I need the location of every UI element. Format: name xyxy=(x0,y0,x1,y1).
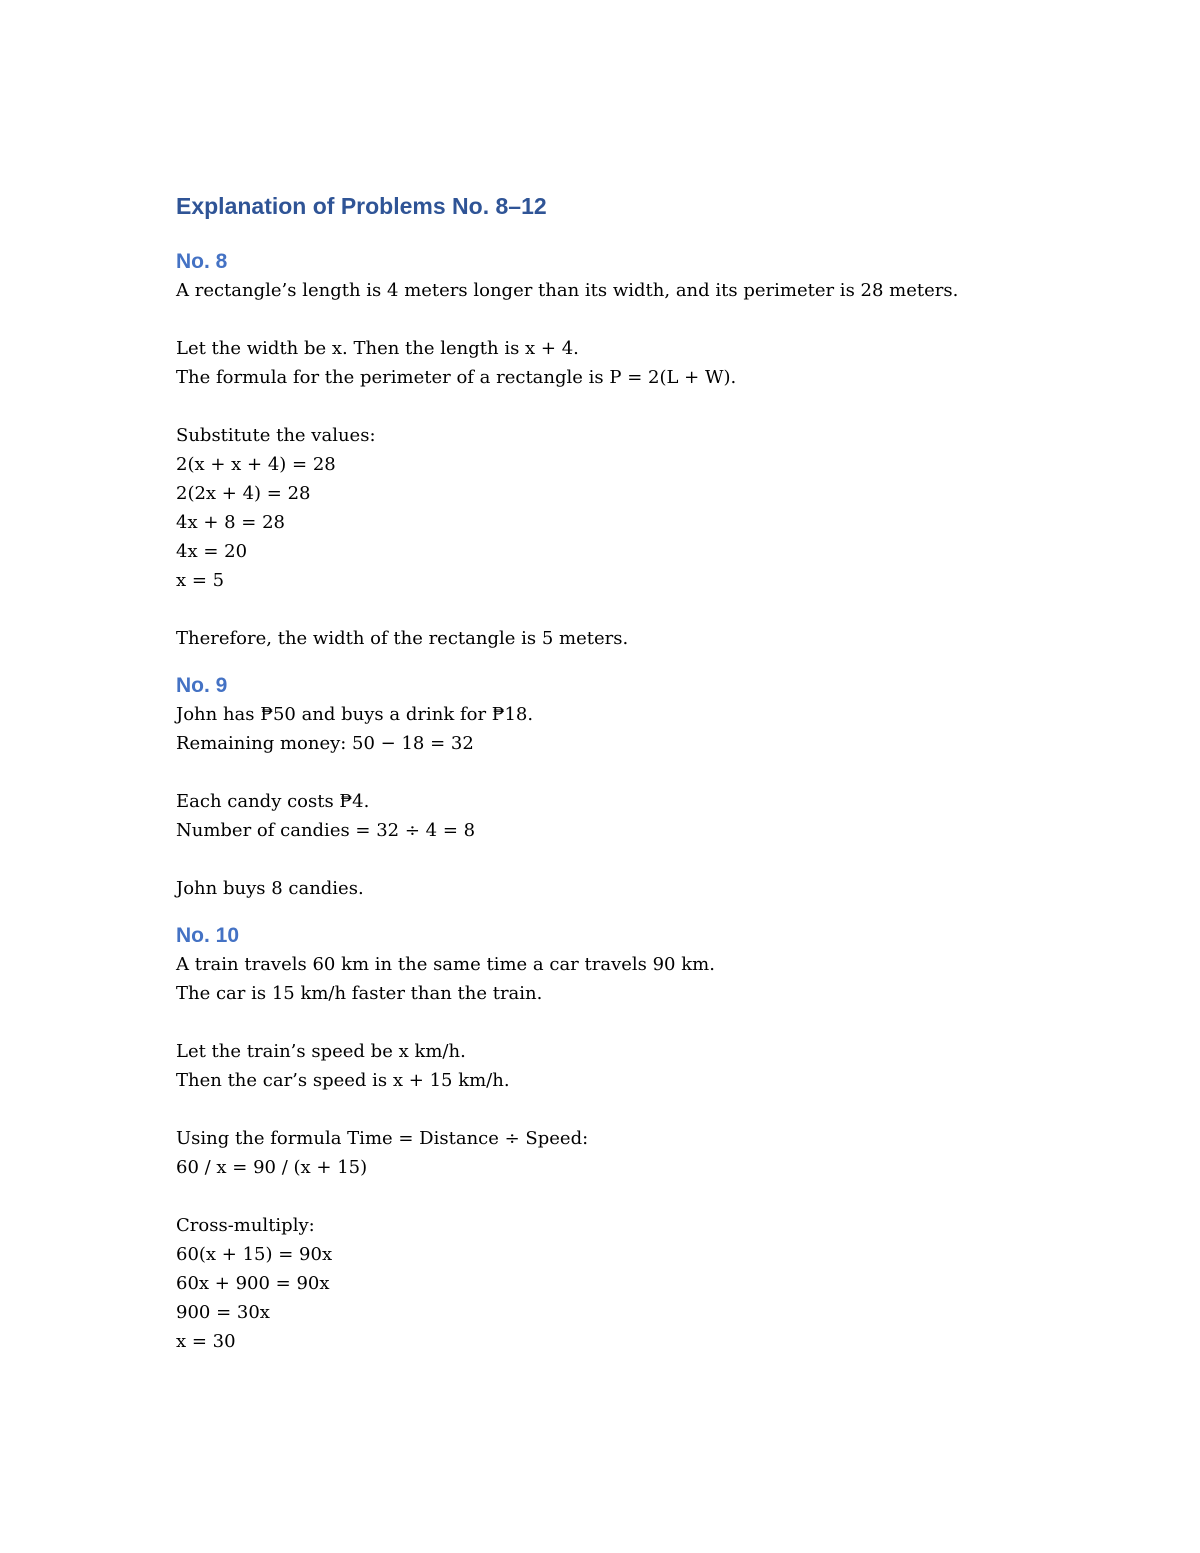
document-title: Explanation of Problems No. 8–12 xyxy=(176,193,547,219)
blank-line xyxy=(176,305,1076,334)
equation-line: 4x = 20 xyxy=(176,541,248,562)
text-line: A rectangle’s length is 4 meters longer than its width, and its perimeter is 28 meters. xyxy=(176,280,959,301)
section-no-10 xyxy=(176,921,1076,1356)
text-line: Using the formula Time = Distance ÷ Speed: xyxy=(176,1128,589,1149)
text-line: Substitute the values: xyxy=(176,425,376,446)
text-line: Cross-multiply: xyxy=(176,1215,315,1236)
section-heading: No. 10 xyxy=(176,924,240,947)
text-line: John has ₱50 and buys a drink for ₱18. xyxy=(176,704,534,725)
section-heading: No. 8 xyxy=(176,250,228,273)
text-line: The formula for the perimeter of a rectangle is P = 2(L + W). xyxy=(176,367,737,388)
conclusion-line: John buys 8 candies. xyxy=(176,878,364,899)
blank-line xyxy=(176,758,1076,787)
equation-line: 2(x + x + 4) = 28 xyxy=(176,454,336,475)
section-spacer xyxy=(176,903,1076,921)
blank-line xyxy=(176,1095,1076,1124)
equation-line: x = 5 xyxy=(176,570,225,591)
section-no-9 xyxy=(176,671,1076,903)
blank-line xyxy=(176,845,1076,874)
conclusion-line: Therefore, the width of the rectangle is 5 meters. xyxy=(176,628,629,649)
section-heading: No. 9 xyxy=(176,674,228,697)
equation-line: 60x + 900 = 90x xyxy=(176,1273,330,1294)
section-no-8 xyxy=(176,247,1076,653)
text-line: The car is 15 km/h faster than the train. xyxy=(176,983,543,1004)
equation-line: x = 30 xyxy=(176,1331,236,1352)
text-line: Remaining money: 50 − 18 = 32 xyxy=(176,733,474,754)
blank-line xyxy=(176,595,1076,624)
document-page xyxy=(176,192,1076,1356)
text-line: Then the car’s speed is x + 15 km/h. xyxy=(176,1070,510,1091)
blank-line xyxy=(176,1008,1076,1037)
blank-line xyxy=(176,1182,1076,1211)
text-line: Each candy costs ₱4. xyxy=(176,791,370,812)
text-line: A train travels 60 km in the same time a car travels 90 km. xyxy=(176,954,715,975)
text-line: Let the width be x. Then the length is x + 4. xyxy=(176,338,579,359)
equation-line: 60(x + 15) = 90x xyxy=(176,1244,333,1265)
equation-line: 2(2x + 4) = 28 xyxy=(176,483,311,504)
equation-line: 900 = 30x xyxy=(176,1302,270,1323)
section-spacer xyxy=(176,653,1076,671)
text-line: Number of candies = 32 ÷ 4 = 8 xyxy=(176,820,476,841)
blank-line xyxy=(176,392,1076,421)
equation-line: 60 / x = 90 / (x + 15) xyxy=(176,1157,368,1178)
text-line: Let the train’s speed be x km/h. xyxy=(176,1041,466,1062)
equation-line: 4x + 8 = 28 xyxy=(176,512,286,533)
